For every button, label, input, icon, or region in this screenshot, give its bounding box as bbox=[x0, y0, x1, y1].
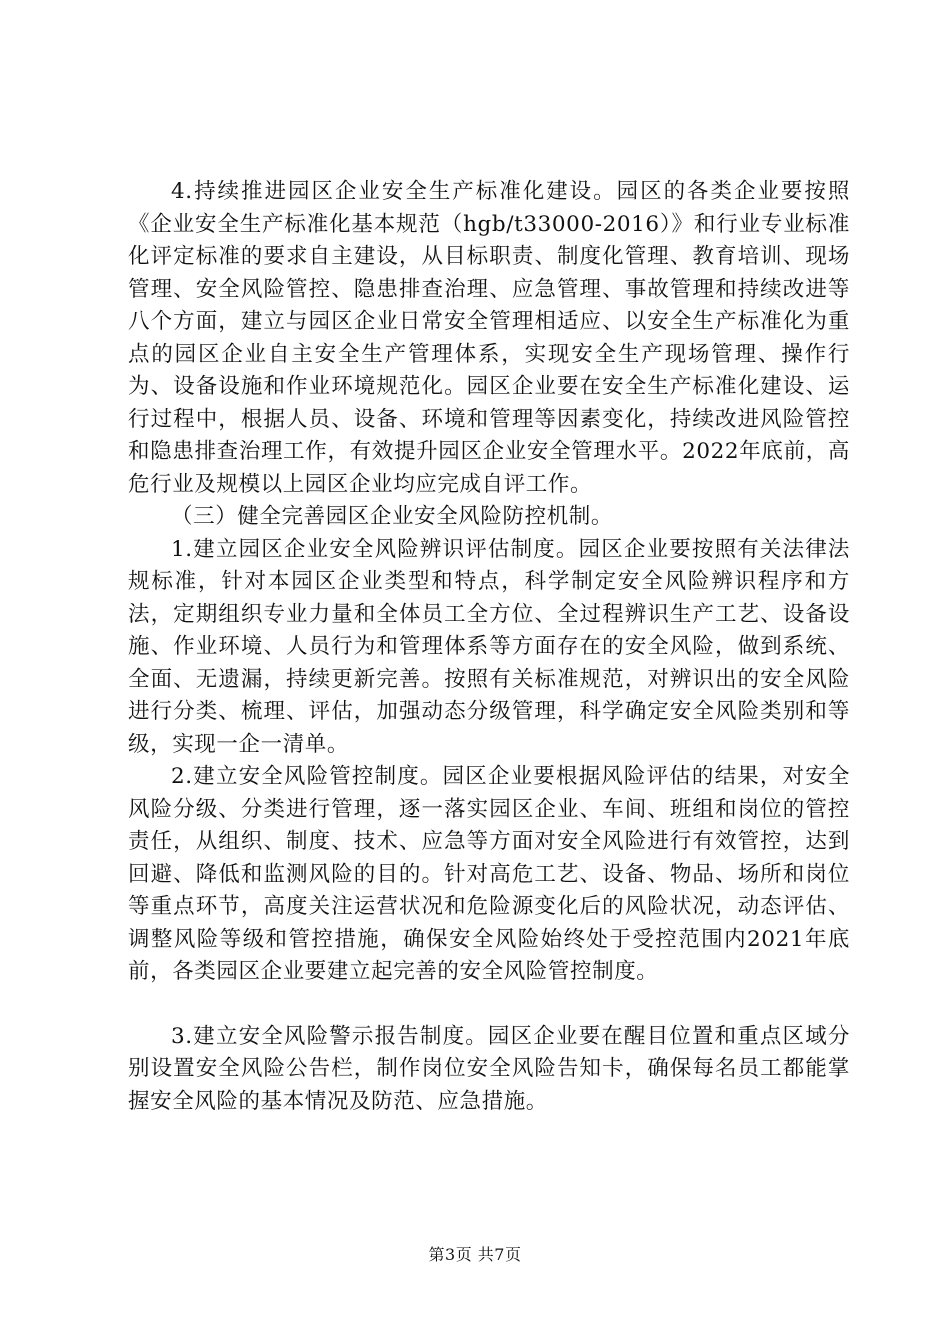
paragraph-risk-identification: 1.建立园区企业安全风险辨识评估制度。园区企业要按照有关法律法规标准，针对本园区企业类型和特点，科学制定安全风险辨识程序和方法，定期组织专业力量和全体员工全方位、全过程辨识生产工艺、设备设施、作业环境、人员行为和管理体系等方面存在的安全风险，做到系统、全面、无遗漏，持续更新完善。按照有关标准规范，对辨识出的安全风险进行分类、梳理、评估，加强动态分级管理，科学确定安全风险类别和等级，实现一企一清单。 bbox=[128, 536, 850, 757]
page-number-footer: 第3页 共7页 bbox=[428, 1245, 522, 1264]
paragraph-standardization: 4.持续推进园区企业安全生产标准化建设。园区的各类企业要按照《企业安全生产标准化基本规范（hgb/t33000-2016）》和行业专业标准化评定标准的要求自主建设，从目标职责、制度化管理、教育培训、现场管理、安全风险管控、隐患排查治理、应急管理、事故管理和持续改进等八个方面，建立与园区企业日常安全管理相适应、以安全生产标准化为重点的园区企业自主安全生产管理体系，实现安全生产现场管理、操作行为、设备设施和作业环境规范化。园区企业要在安全生产标准化建设、运行过程中，根据人员、设备、环境和管理等因素变化，持续改进风险管控和隐患排查治理工作，有效提升园区企业安全管理水平。2022年底前，高危行业及规模以上园区企业均应完成自评工作。 bbox=[128, 179, 850, 497]
paragraph-risk-warning: 3.建立安全风险警示报告制度。园区企业要在醒目位置和重点区域分别设置安全风险公告栏，制作岗位安全风险告知卡，确保每名员工都能掌握安全风险的基本情况及防范、应急措施。 bbox=[128, 1023, 850, 1114]
paragraph-spacer bbox=[128, 989, 850, 1021]
paragraph-risk-control-system: 2.建立安全风险管控制度。园区企业要根据风险评估的结果，对安全风险分级、分类进行管理，逐一落实园区企业、车间、班组和岗位的管控责任，从组织、制度、技术、应急等方面对安全风险进行有效管控，达到回避、降低和监测风险的目的。针对高危工艺、设备、物品、场所和岗位等重点环节，高度关注运营状况和危险源变化后的风险状况，动态评估、调整风险等级和管控措施，确保安全风险始终处于受控范围内2021年底前，各类园区企业要建立起完善的安全风险管控制度。 bbox=[128, 764, 850, 984]
document-body bbox=[128, 176, 850, 1118]
section-heading-risk-control: （三）健全完善园区企业安全风险防控机制。 bbox=[171, 504, 614, 529]
